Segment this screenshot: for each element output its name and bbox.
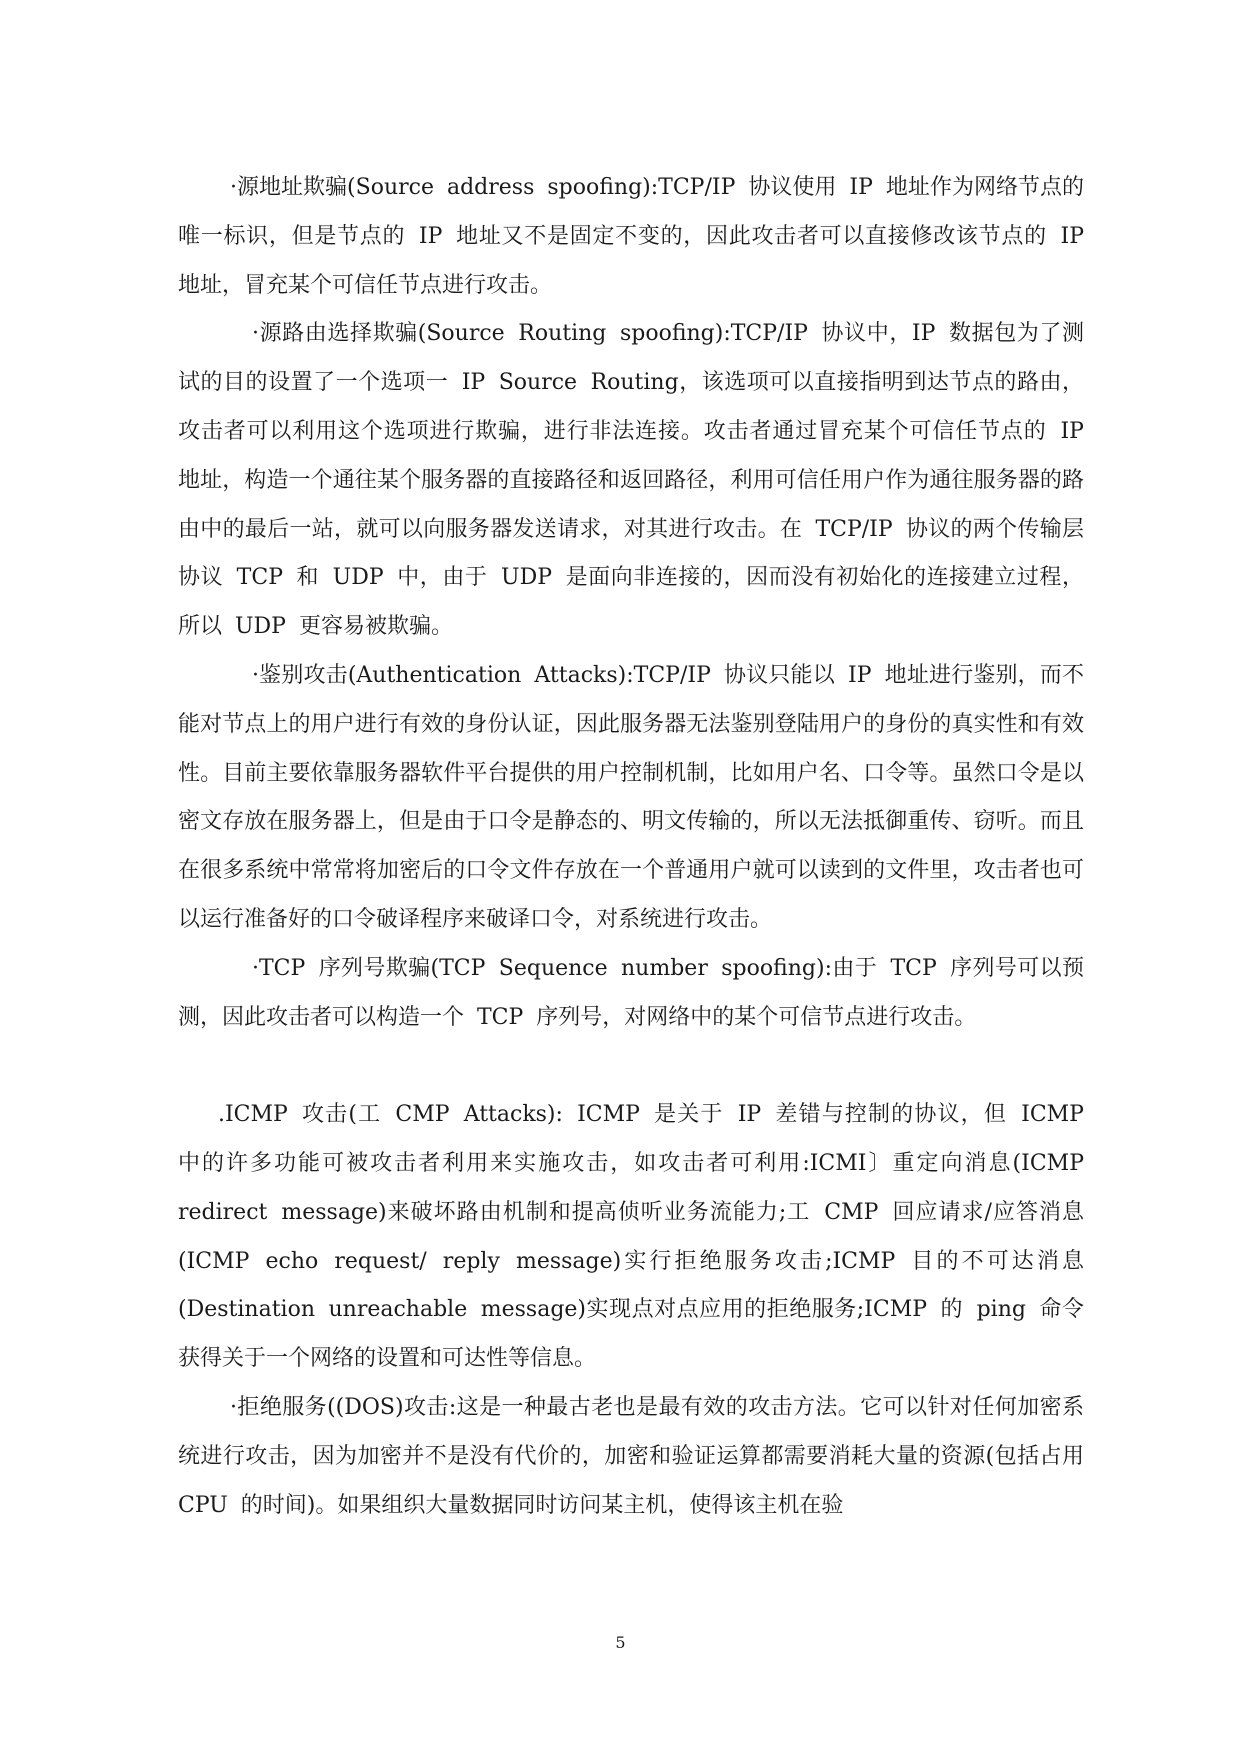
paragraph-source-routing-spoofing: ·源路由选择欺骗(Source Routing spoofing):TCP/IP 协议中，IP 数据包为了测试的目的设置了一个选项一 IP Source Routing，该选项可以直接指明到达节点的路由，攻击者可以利用这个选项进行欺骗，进行非法连接。攻击者通过冒充某个可信任节点的 IP 地址，构造一个通往某个服务器的直接路径和返回路径，利用可信任用户作为通往服务器的路由中的最后一站，就可以向服务器发送请求，对其进行攻击。在 TCP/IP 协议的两个传输层协议 TCP 和 UDP 中，由于 UDP 是面向非连接的，因而没有初始化的连接建立过程，所以 UDP 更容易被欺骗。	[178, 321, 1084, 640]
paragraph-source-address-spoofing: ·源地址欺骗(Source address spoofing):TCP/IP 协议使用 IP 地址作为网络节点的唯一标识，但是节点的 IP 地址又不是固定不变的，因此攻击者可以直接修改该节点的 IP 地址，冒充某个可信任节点进行攻击。	[178, 175, 1084, 298]
paragraph-icmp-attacks: .ICMP 攻击(工 CMP Attacks): ICMP 是关于 IP 差错与控制的协议，但 ICMP 中的许多功能可被攻击者利用来实施攻击，如攻击者可利用:ICMI〕重定向消息(ICMP redirect message)来破坏路由机制和提高侦听业务流能力;工 CMP 回应请求/应答消息(ICMP echo request/ reply message)实行拒绝服务攻击;ICMP 目的不可达消息(Destination unreachable message)实现点对点应用的拒绝服务;ICMP 的 ping 命令获得关于一个网络的设置和可达性等信息。	[178, 1102, 1084, 1372]
paragraph-tcp-sequence-spoofing: ·TCP 序列号欺骗(TCP Sequence number spoofing):由于 TCP 序列号可以预测，因此攻击者可以构造一个 TCP 序列号，对网络中的某个可信节点进行攻击。	[178, 955, 1084, 1030]
paragraph-denial-of-service: ·拒绝服务((DOS)攻击:这是一种最古老也是最有效的攻击方法。它可以针对任何加密系统进行攻击，因为加密并不是没有代价的，加密和验证运算都需要消耗大量的资源(包括占用 CPU 的时间)。如果组织大量数据同时访问某主机，使得该主机在验	[178, 1394, 1084, 1518]
body-text	[178, 164, 1084, 1530]
page-number: 5	[615, 1633, 626, 1652]
paragraph-authentication-attacks: ·鉴别攻击(Authentication Attacks):TCP/IP 协议只能以 IP 地址进行鉴别，而不能对节点上的用户进行有效的身份认证，因此服务器无法鉴别登陆用户的身份的真实性和有效性。目前主要依靠服务器软件平台提供的用户控制机制，比如用户名、口令等。虽然口令是以密文存放在服务器上，但是由于口令是静态的、明文传输的，所以无法抵御重传、窃听。而且在很多系统中常常将加密后的口令文件存放在一个普通用户就可以读到的文件里，攻击者也可以运行准备好的口令破译程序来破译口令，对系统进行攻击。	[178, 662, 1084, 932]
paragraph-gap	[178, 1042, 1084, 1091]
